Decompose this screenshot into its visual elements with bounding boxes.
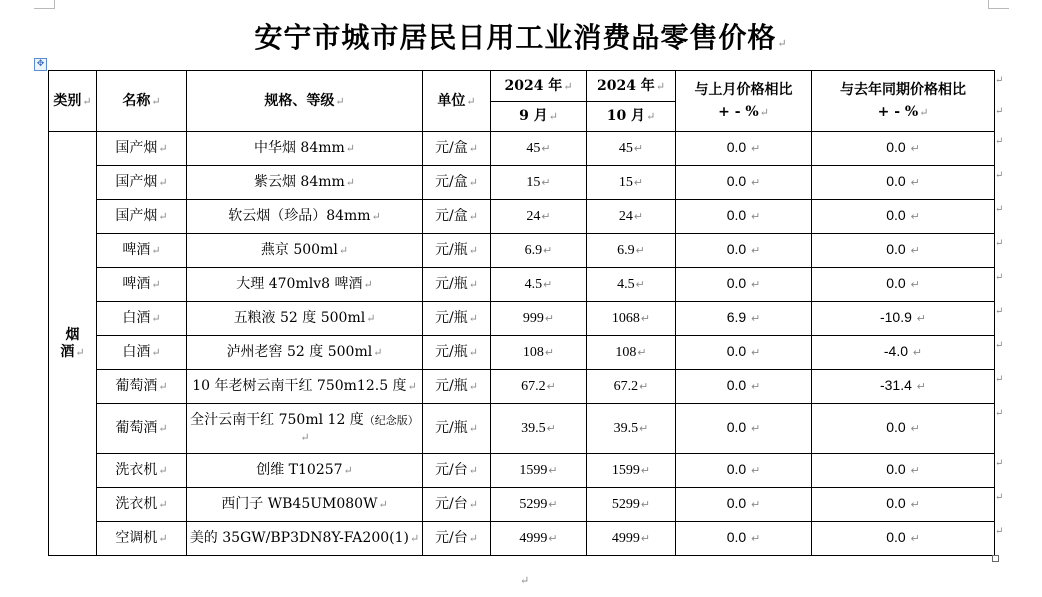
item-name: 国产烟↵ — [97, 132, 187, 166]
header-unit: 单位↵ — [423, 71, 491, 132]
change-mom: 0.0 ↵ — [676, 166, 812, 200]
table-row — [49, 454, 995, 488]
item-name: 白酒↵ — [97, 336, 187, 370]
change-mom: 0.0 ↵ — [676, 370, 812, 404]
table-move-handle-icon[interactable]: ✥ — [34, 58, 47, 71]
item-spec: 软云烟（珍品）84mm↵ — [187, 200, 423, 234]
row-end-mark: ↵ — [995, 526, 1004, 537]
table-body — [49, 132, 995, 556]
price-oct: 1068↵ — [587, 302, 676, 336]
price-oct: 15↵ — [587, 166, 676, 200]
price-sep: 108↵ — [491, 336, 587, 370]
row-end-mark: ↵ — [995, 458, 1004, 469]
row-end-mark: ↵ — [995, 75, 1004, 86]
item-unit: 元/瓶↵ — [423, 370, 491, 404]
row-end-mark: ↵ — [995, 306, 1004, 317]
table-row — [49, 336, 995, 370]
price-sep: 39.5↵ — [491, 404, 587, 454]
item-name: 空调机↵ — [97, 522, 187, 556]
change-yoy: 0.0 ↵ — [812, 522, 995, 556]
item-unit: 元/盒↵ — [423, 200, 491, 234]
row-end-mark: ↵ — [995, 340, 1004, 351]
table-row — [49, 268, 995, 302]
change-yoy: 0.0 ↵ — [812, 404, 995, 454]
table-row — [49, 488, 995, 522]
change-mom: 0.0 ↵ — [676, 132, 812, 166]
category-cell: 烟 酒↵ — [49, 132, 97, 556]
item-unit: 元/瓶↵ — [423, 234, 491, 268]
price-sep: 4999↵ — [491, 522, 587, 556]
price-oct: 6.9↵ — [587, 234, 676, 268]
item-name: 国产烟↵ — [97, 166, 187, 200]
paragraph-mark: ↵ — [777, 37, 788, 50]
change-yoy: -4.0 ↵ — [812, 336, 995, 370]
price-oct: 4999↵ — [587, 522, 676, 556]
change-yoy: 0.0 ↵ — [812, 454, 995, 488]
price-sep: 24↵ — [491, 200, 587, 234]
item-unit: 元/台↵ — [423, 522, 491, 556]
price-oct: 24↵ — [587, 200, 676, 234]
item-name: 啤酒↵ — [97, 234, 187, 268]
table-row — [49, 522, 995, 556]
change-yoy: -31.4 ↵ — [812, 370, 995, 404]
row-end-mark: ↵ — [995, 272, 1004, 283]
item-spec: 10 年老树云南干红 750m12.5 度↵ — [187, 370, 423, 404]
table-row — [49, 132, 995, 166]
change-yoy: 0.0 ↵ — [812, 234, 995, 268]
table-resize-handle[interactable] — [992, 555, 999, 562]
change-yoy: 0.0 ↵ — [812, 200, 995, 234]
item-name: 啤酒↵ — [97, 268, 187, 302]
header-name: 名称↵ — [97, 71, 187, 132]
price-oct: 45↵ — [587, 132, 676, 166]
header-oct-month: 10 月↵ — [587, 102, 676, 132]
price-sep: 999↵ — [491, 302, 587, 336]
change-yoy: 0.0 ↵ — [812, 132, 995, 166]
row-end-mark: ↵ — [995, 170, 1004, 181]
item-unit: 元/台↵ — [423, 454, 491, 488]
header-sep-year: 2024 年↵ — [491, 71, 587, 102]
item-name: 国产烟↵ — [97, 200, 187, 234]
margin-corner-left — [34, 0, 55, 9]
change-mom: 6.9 ↵ — [676, 302, 812, 336]
item-spec: 全汁云南干红 750ml 12 度（纪念版）↵ — [187, 404, 423, 454]
header-row-1 — [49, 71, 995, 102]
row-end-mark: ↵ — [995, 492, 1004, 503]
item-name: 白酒↵ — [97, 302, 187, 336]
change-yoy: 0.0 ↵ — [812, 488, 995, 522]
price-table — [48, 70, 995, 556]
item-spec: 西门子 WB45UM080W↵ — [187, 488, 423, 522]
change-mom: 0.0 ↵ — [676, 522, 812, 556]
table-row — [49, 166, 995, 200]
table-row — [49, 404, 995, 454]
change-yoy: -10.9 ↵ — [812, 302, 995, 336]
price-sep: 1599↵ — [491, 454, 587, 488]
price-sep: 67.2↵ — [491, 370, 587, 404]
row-end-mark: ↵ — [995, 204, 1004, 215]
row-end-mark: ↵ — [995, 136, 1004, 147]
document-end-mark: ↵ — [520, 574, 530, 587]
item-name: 葡萄酒↵ — [97, 404, 187, 454]
row-end-mark: ↵ — [995, 408, 1004, 419]
item-spec: 美的 35GW/BP3DN8Y-FA200(1)↵ — [187, 522, 423, 556]
price-sep: 6.9↵ — [491, 234, 587, 268]
row-end-mark: ↵ — [995, 106, 1004, 117]
change-mom: 0.0 ↵ — [676, 404, 812, 454]
change-mom: 0.0 ↵ — [676, 268, 812, 302]
table-row — [49, 200, 995, 234]
item-unit: 元/盒↵ — [423, 132, 491, 166]
row-end-mark: ↵ — [995, 374, 1004, 385]
change-yoy: 0.0 ↵ — [812, 166, 995, 200]
item-unit: 元/盒↵ — [423, 166, 491, 200]
price-oct: 108↵ — [587, 336, 676, 370]
item-unit: 元/瓶↵ — [423, 404, 491, 454]
item-unit: 元/瓶↵ — [423, 268, 491, 302]
price-sep: 15↵ — [491, 166, 587, 200]
item-unit: 元/瓶↵ — [423, 336, 491, 370]
item-spec: 五粮液 52 度 500ml↵ — [187, 302, 423, 336]
price-sep: 4.5↵ — [491, 268, 587, 302]
price-sep: 45↵ — [491, 132, 587, 166]
change-mom: 0.0 ↵ — [676, 336, 812, 370]
margin-corner-right — [988, 0, 1009, 9]
change-mom: 0.0 ↵ — [676, 488, 812, 522]
price-oct: 1599↵ — [587, 454, 676, 488]
table-row — [49, 234, 995, 268]
price-oct: 4.5↵ — [587, 268, 676, 302]
header-sep-month: 9 月↵ — [491, 102, 587, 132]
item-name: 葡萄酒↵ — [97, 370, 187, 404]
change-mom: 0.0 ↵ — [676, 200, 812, 234]
page-title: 安宁市城市居民日用工业消费品零售价格↵ — [254, 21, 788, 54]
table-row — [49, 302, 995, 336]
item-spec: 创维 T10257↵ — [187, 454, 423, 488]
row-end-mark: ↵ — [995, 238, 1004, 249]
header-oct-year: 2024 年↵ — [587, 71, 676, 102]
price-oct: 67.2↵ — [587, 370, 676, 404]
change-mom: 0.0 ↵ — [676, 454, 812, 488]
item-name: 洗衣机↵ — [97, 488, 187, 522]
item-name: 洗衣机↵ — [97, 454, 187, 488]
table-row — [49, 370, 995, 404]
price-oct: 39.5↵ — [587, 404, 676, 454]
header-category: 类别↵ — [49, 71, 97, 132]
item-unit: 元/台↵ — [423, 488, 491, 522]
item-spec: 燕京 500ml↵ — [187, 234, 423, 268]
price-sep: 5299↵ — [491, 488, 587, 522]
item-spec: 泸州老窖 52 度 500ml↵ — [187, 336, 423, 370]
change-mom: 0.0 ↵ — [676, 234, 812, 268]
header-spec: 规格、等级↵ — [187, 71, 423, 132]
item-spec: 紫云烟 84mm↵ — [187, 166, 423, 200]
item-spec: 大理 470mlv8 啤酒↵ — [187, 268, 423, 302]
item-spec: 中华烟 84mm↵ — [187, 132, 423, 166]
item-unit: 元/瓶↵ — [423, 302, 491, 336]
header-yoy: 与去年同期价格相比 + - %↵ — [812, 71, 995, 132]
change-yoy: 0.0 ↵ — [812, 268, 995, 302]
price-oct: 5299↵ — [587, 488, 676, 522]
header-mom: 与上月价格相比 + - %↵ — [676, 71, 812, 132]
